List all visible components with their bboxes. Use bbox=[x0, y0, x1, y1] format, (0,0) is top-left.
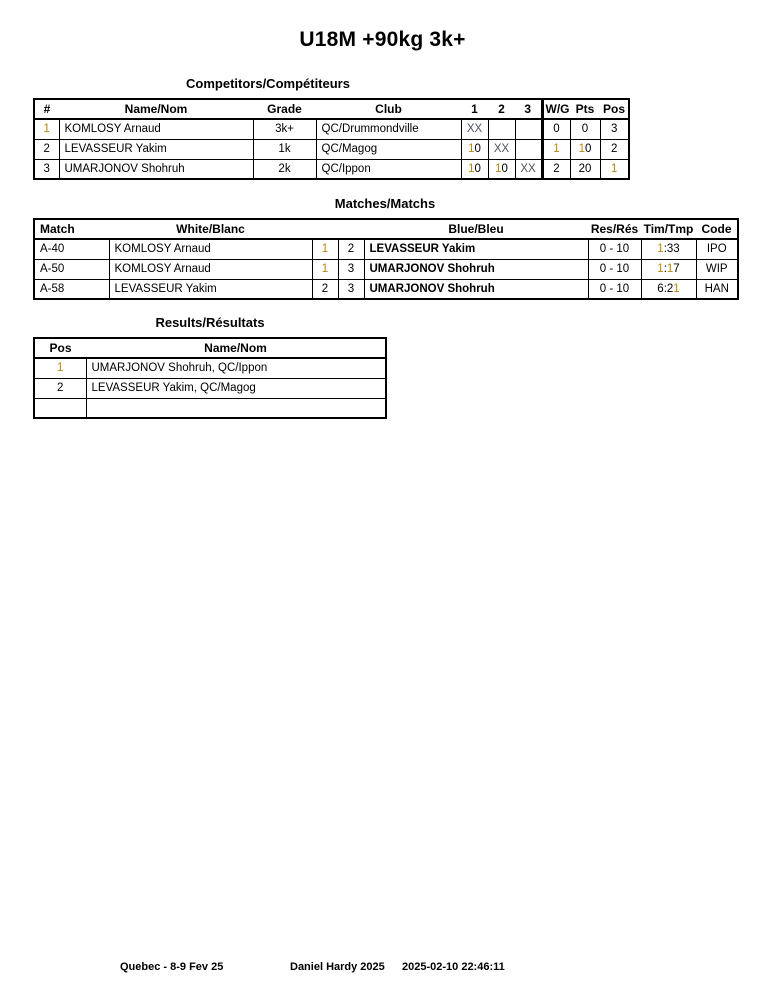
round-3-score: XX bbox=[515, 159, 542, 179]
col-position: Pos bbox=[34, 338, 86, 358]
final-position: 2 bbox=[600, 139, 629, 159]
competitor-club: QC/Magog bbox=[316, 139, 461, 159]
white-competitor: KOMLOSY Arnaud bbox=[109, 259, 312, 279]
round-1-score: 10 bbox=[461, 159, 488, 179]
round-2-score: 10 bbox=[488, 159, 515, 179]
match-time: 1:17 bbox=[641, 259, 696, 279]
col-name: Name/Nom bbox=[86, 338, 386, 358]
round-1-score: XX bbox=[461, 119, 488, 139]
result-name: UMARJONOV Shohruh, QC/Ippon bbox=[86, 358, 386, 378]
matches-table bbox=[33, 218, 739, 300]
white-competitor: LEVASSEUR Yakim bbox=[109, 279, 312, 299]
col-round-2: 2 bbox=[488, 99, 515, 119]
blue-number: 2 bbox=[338, 239, 364, 259]
table-row bbox=[34, 378, 386, 398]
final-position: 3 bbox=[600, 119, 629, 139]
blue-competitor: UMARJONOV Shohruh bbox=[364, 279, 588, 299]
wins-count: 0 bbox=[542, 119, 570, 139]
result-position: 1 bbox=[34, 358, 86, 378]
result-position bbox=[34, 398, 86, 418]
blue-number: 3 bbox=[338, 259, 364, 279]
col-number: # bbox=[34, 99, 59, 119]
results-heading: Results/Résultats bbox=[155, 315, 265, 330]
round-2-score bbox=[488, 119, 515, 139]
match-time: 6:21 bbox=[641, 279, 696, 299]
competitor-grade: 2k bbox=[253, 159, 316, 179]
round-1-score: 10 bbox=[461, 139, 488, 159]
table-row bbox=[34, 139, 629, 159]
matches-header-row bbox=[34, 219, 738, 239]
competitor-grade: 1k bbox=[253, 139, 316, 159]
match-code: WIP bbox=[696, 259, 738, 279]
table-row bbox=[34, 398, 386, 418]
footer-timestamp: 2025-02-10 22:46:11 bbox=[402, 961, 505, 973]
col-round-3: 3 bbox=[515, 99, 542, 119]
col-blue-num bbox=[338, 219, 364, 239]
blue-number: 3 bbox=[338, 279, 364, 299]
matches-heading: Matches/Matchs bbox=[334, 196, 436, 211]
white-number: 2 bbox=[312, 279, 338, 299]
col-code: Code bbox=[696, 219, 738, 239]
wins-count: 1 bbox=[542, 139, 570, 159]
competitor-club: QC/Drummondville bbox=[316, 119, 461, 139]
blue-competitor: UMARJONOV Shohruh bbox=[364, 259, 588, 279]
round-3-score bbox=[515, 139, 542, 159]
wins-count: 2 bbox=[542, 159, 570, 179]
competitor-number: 2 bbox=[34, 139, 59, 159]
result-position: 2 bbox=[34, 378, 86, 398]
match-result: 0 - 10 bbox=[588, 239, 641, 259]
col-wins: W/G bbox=[542, 99, 570, 119]
footer-author: Daniel Hardy 2025 bbox=[290, 961, 385, 973]
points-total: 10 bbox=[570, 139, 600, 159]
white-number: 1 bbox=[312, 259, 338, 279]
table-row bbox=[34, 358, 386, 378]
competitor-name: LEVASSEUR Yakim bbox=[59, 139, 253, 159]
competitors-table bbox=[33, 98, 630, 180]
match-id: A-50 bbox=[34, 259, 109, 279]
col-points: Pts bbox=[570, 99, 600, 119]
page-title: U18M +90kg 3k+ bbox=[299, 28, 466, 51]
competitor-number: 1 bbox=[34, 119, 59, 139]
match-id: A-58 bbox=[34, 279, 109, 299]
col-club: Club bbox=[316, 99, 461, 119]
competitor-club: QC/Ippon bbox=[316, 159, 461, 179]
col-name: Name/Nom bbox=[59, 99, 253, 119]
competitors-header-row bbox=[34, 99, 629, 119]
white-competitor: KOMLOSY Arnaud bbox=[109, 239, 312, 259]
table-row bbox=[34, 119, 629, 139]
competitor-grade: 3k+ bbox=[253, 119, 316, 139]
final-position: 1 bbox=[600, 159, 629, 179]
col-position: Pos bbox=[600, 99, 629, 119]
col-time: Tim/Tmp bbox=[641, 219, 696, 239]
points-total: 20 bbox=[570, 159, 600, 179]
table-row bbox=[34, 279, 738, 299]
match-result: 0 - 10 bbox=[588, 279, 641, 299]
competitors-heading: Competitors/Compétiteurs bbox=[186, 76, 350, 91]
table-row bbox=[34, 159, 629, 179]
match-code: IPO bbox=[696, 239, 738, 259]
results-header-row bbox=[34, 338, 386, 358]
table-row bbox=[34, 239, 738, 259]
result-name bbox=[86, 398, 386, 418]
col-white: White/Blanc bbox=[109, 219, 312, 239]
result-name: LEVASSEUR Yakim, QC/Magog bbox=[86, 378, 386, 398]
table-row bbox=[34, 259, 738, 279]
col-result: Res/Rés bbox=[588, 219, 641, 239]
footer-event: Quebec - 8-9 Fev 25 bbox=[120, 961, 224, 973]
round-2-score: XX bbox=[488, 139, 515, 159]
match-result: 0 - 10 bbox=[588, 259, 641, 279]
col-match: Match bbox=[34, 219, 109, 239]
competitor-number: 3 bbox=[34, 159, 59, 179]
col-white-num bbox=[312, 219, 338, 239]
white-number: 1 bbox=[312, 239, 338, 259]
competitor-name: UMARJONOV Shohruh bbox=[59, 159, 253, 179]
blue-competitor: LEVASSEUR Yakim bbox=[364, 239, 588, 259]
results-table bbox=[33, 337, 387, 419]
match-code: HAN bbox=[696, 279, 738, 299]
points-total: 0 bbox=[570, 119, 600, 139]
col-blue: Blue/Bleu bbox=[364, 219, 588, 239]
col-grade: Grade bbox=[253, 99, 316, 119]
page-footer bbox=[0, 961, 765, 977]
col-round-1: 1 bbox=[461, 99, 488, 119]
round-3-score bbox=[515, 119, 542, 139]
competitor-name: KOMLOSY Arnaud bbox=[59, 119, 253, 139]
match-id: A-40 bbox=[34, 239, 109, 259]
match-time: 1:33 bbox=[641, 239, 696, 259]
